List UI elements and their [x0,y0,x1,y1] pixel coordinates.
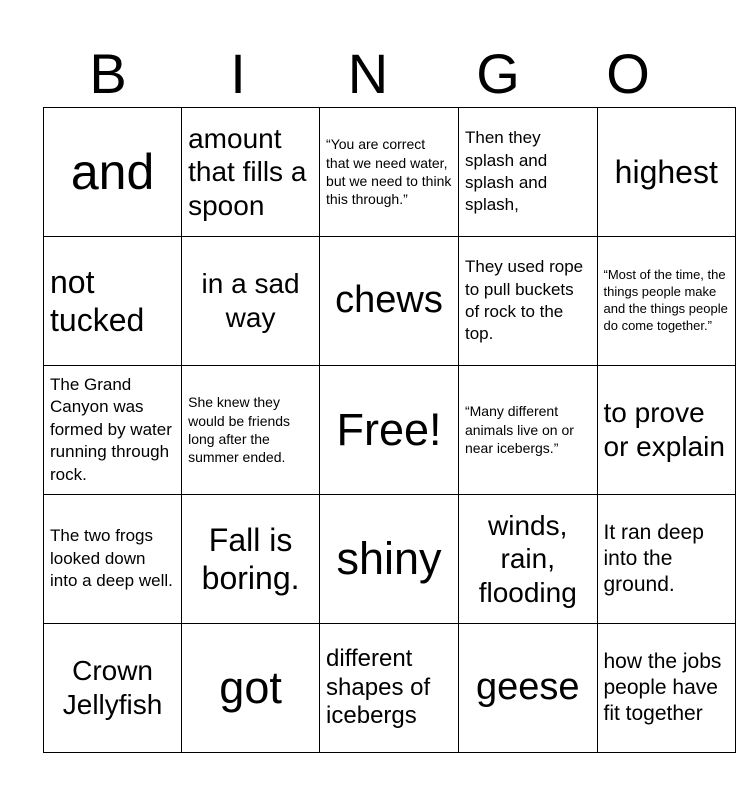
bingo-cell[interactable] [182,108,320,237]
bingo-cell-text: highest [614,153,718,190]
bingo-cell[interactable] [597,624,736,753]
bingo-cell[interactable] [182,624,320,753]
bingo-cell[interactable] [597,108,736,237]
bingo-row [44,366,736,495]
bingo-cell-text: different shapes of icebergs [326,644,431,730]
bingo-cell[interactable] [458,366,597,495]
bingo-cell-text: how the jobs people have fit together [603,649,722,726]
bingo-cell-text: “You are correct that we need water, but we need to think this through.” [326,136,452,208]
bingo-cell-text: shiny [336,533,442,585]
bingo-cell-text: They used rope to pull buckets of rock to the top. [464,257,584,344]
bingo-cell[interactable] [320,624,459,753]
bingo-cell-text: in a sad way [201,268,300,333]
bingo-cell-text: to prove or explain [603,397,725,462]
bingo-cell[interactable] [44,624,182,753]
bingo-cell[interactable] [44,366,182,495]
bingo-row [44,108,736,237]
bingo-cell[interactable] [320,237,459,366]
bingo-cell[interactable] [44,237,182,366]
bingo-cell[interactable] [458,624,597,753]
bingo-row [44,237,736,366]
bingo-cell-text: It ran deep into the ground. [603,520,704,597]
bingo-cell-text: Fall is boring. [201,521,300,596]
bingo-cell-text: chews [335,279,443,322]
header-letter-g: G [476,42,520,105]
bingo-board [43,107,736,753]
bingo-row [44,495,736,624]
bingo-cell-text: The Grand Canyon was formed by water running through rock. [50,374,172,484]
header-letter-b: B [89,42,127,105]
header-letter-n: N [347,42,389,105]
bingo-row [44,624,736,753]
bingo-cell[interactable] [182,237,320,366]
bingo-cell[interactable] [458,108,597,237]
bingo-cell-text: She knew they would be friends long after the summer ended. [188,394,291,466]
bingo-cell-text: Crown Jellyfish [62,655,163,720]
bingo-cell[interactable] [597,366,736,495]
bingo-cell[interactable] [597,495,736,624]
bingo-cell[interactable] [182,366,320,495]
bingo-cell[interactable] [597,237,736,366]
bingo-cell-text: amount that fills a spoon [188,122,307,221]
bingo-cell-text: The two frogs looked down into a deep well. [50,526,173,591]
bingo-cell-text: got [219,662,282,714]
bingo-cell[interactable] [458,237,597,366]
header-letter-i: I [230,42,246,105]
bingo-cell-text: “Many different animals live on or near icebergs.” [464,403,574,457]
bingo-cell[interactable] [182,495,320,624]
bingo-cell[interactable] [458,495,597,624]
bingo-cell-text: and [70,143,155,200]
header-letter-o: O [606,42,650,105]
bingo-header [43,40,693,108]
bingo-cell-text: winds, rain, flooding [478,509,577,608]
bingo-cell-text: geese [475,666,580,709]
bingo-cell[interactable] [44,108,182,237]
bingo-cell[interactable] [44,495,182,624]
bingo-cell[interactable] [320,495,459,624]
bingo-cell[interactable] [320,366,459,495]
bingo-cell-text: “Most of the time, the things people make and the things people do come together.” [603,267,728,333]
bingo-cell[interactable] [320,108,459,237]
bingo-cell-text: Free! [336,404,442,456]
bingo-cell-text: Then they splash and splash and splash, [464,128,548,215]
bingo-cell-text: not tucked [50,263,145,338]
